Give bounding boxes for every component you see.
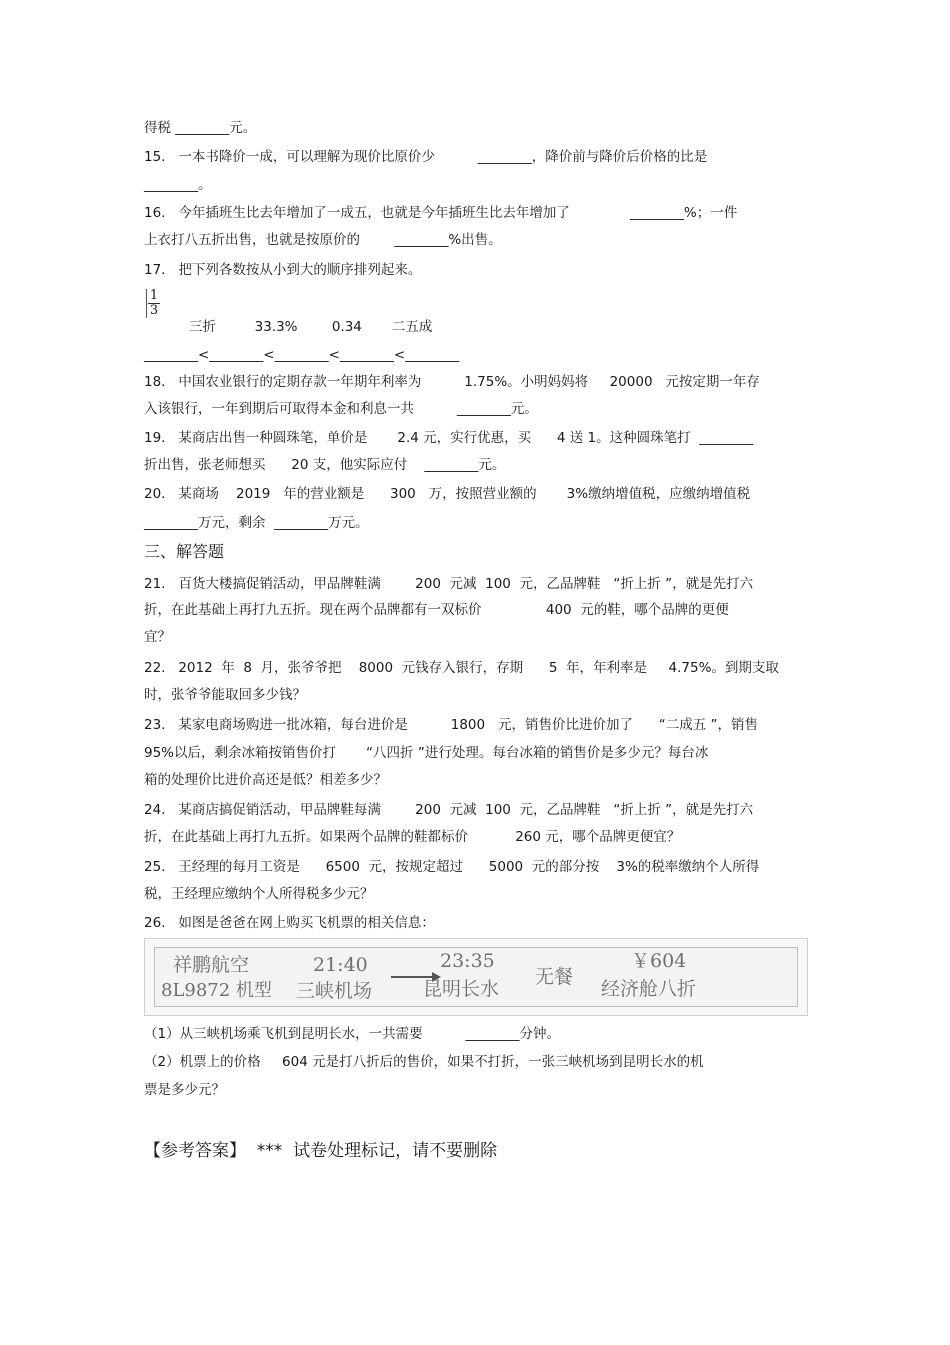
ticket-arrive-airport: 昆明长水 <box>423 978 500 1000</box>
ticket-airline: 祥鹏航空 <box>173 954 250 976</box>
question-23-line-2: 95%以后，剩余冰箱按销售价打 “八四折 ”进行处理。每台冰箱的销售价是多少元？每台冰 <box>144 745 709 761</box>
ticket-depart-time: 21:40 <box>313 954 368 976</box>
question-16-line-2: 上衣打八五折出售，也就是按原价的 ________%出售。 <box>144 232 502 248</box>
reference-answer-heading: 【参考答案】 *** 试卷处理标记，请不要删除 <box>144 1141 498 1161</box>
question-22-line-1: 22. 2012 年 8 月，张爷爷把 8000 元钱存入银行，存期 5 年，年利率是 4.75%。到期支取 <box>144 660 779 676</box>
fraction-one-third <box>146 289 160 318</box>
question-21-line-2: 折，在此基础上再打九五折。现在两个品牌都有一双标价 400 元的鞋，哪个品牌的更便 <box>144 602 729 618</box>
question-20-line-2: ________万元，剩余 ________万元。 <box>144 515 369 531</box>
ticket-flight-number: 8L9872 机型 <box>161 980 272 1001</box>
question-20-line-1: 20. 某商场 2019 年的营业额是 300 万，按照营业额的 3%缴纳增值税，应缴纳增值税 <box>144 486 751 502</box>
flight-ticket-panel <box>154 947 798 1007</box>
question-22-line-2: 时，张爷爷能取回多少钱？ <box>144 687 306 703</box>
question-19-line-2: 折出售，张老师想买 20 支，他实际应付 ________元。 <box>144 457 506 473</box>
question-16-line-1: 16. 今年插班生比去年增加了一成五，也就是今年插班生比去年增加了 ________%；一件 <box>144 205 738 221</box>
question-25-line-2: 税，王经理应缴纳个人所得税多少元？ <box>144 886 374 902</box>
question-15-line-1: 15. 一本书降价一成，可以理解为现价比原价少 ________，降价前与降价后价格的比是 <box>144 149 708 165</box>
question-26-part-2-line-1: （2）机票上的价格 604 元是打八折后的售价，如果不打折，一张三峡机场到昆明长水的机 <box>144 1054 704 1070</box>
fraction-numerator: 1 <box>149 288 159 303</box>
question-17-items: 三折 33.3% 0.34 二五成 <box>189 319 433 335</box>
question-18-line-1: 18. 中国农业银行的定期存款一年期年利率为 1.75%。小明妈妈将 20000 元按定期一年存 <box>144 374 760 390</box>
fraction-denominator: 3 <box>149 303 159 318</box>
question-23-line-1: 23. 某家电商场购进一批冰箱，每台进价是 1800 元，销售价比进价加了 “二成五 ”，销售 <box>144 717 759 733</box>
flight-ticket-image <box>144 938 808 1016</box>
question-17-prompt: 17. 把下列各数按从小到大的顺序排列起来。 <box>144 262 422 278</box>
question-26-part-2-line-2: 票是多少元？ <box>144 1082 225 1098</box>
ticket-arrive-time: 23:35 <box>440 950 495 972</box>
question-24-line-2: 折，在此基础上再打九五折。如果两个品牌的鞋都标价 260 元，哪个品牌更便宜？ <box>144 829 681 845</box>
question-23-line-3: 箱的处理价比进价高还是低？相差多少？ <box>144 772 387 788</box>
ticket-cabin: 经济舱八折 <box>601 978 697 1000</box>
question-17-blanks: ________<________<________<________<________ <box>144 347 460 363</box>
question-18-line-2: 入该银行，一年到期后可取得本金和利息一共 ________元。 <box>144 401 538 417</box>
ticket-depart-airport: 三峡机场 <box>296 980 373 1002</box>
ticket-price: ￥604 <box>631 950 687 972</box>
question-15-line-2: ________。 <box>144 177 212 193</box>
section-heading-3: 三、解答题 <box>144 542 225 561</box>
question-21-line-3: 宜？ <box>144 629 171 645</box>
question-24-line-1: 24. 某商店搞促销活动，甲品牌鞋每满 200 元减 100 元，乙品牌鞋 “折上折 ”，就是先打六 <box>144 802 754 818</box>
line-l1: 得税 ________元。 <box>144 120 257 136</box>
question-21-line-1: 21. 百货大楼搞促销活动，甲品牌鞋满 200 元减 100 元，乙品牌鞋 “折上折 ”，就是先打六 <box>144 576 754 592</box>
question-19-line-1: 19. 某商店出售一种圆珠笔，单价是 2.4 元，实行优惠，买 4 送 1。这种圆珠笔打 ________ <box>144 430 754 446</box>
ticket-meal: 无餐 <box>535 966 574 988</box>
question-25-line-1: 25. 王经理的每月工资是 6500 元，按规定超过 5000 元的部分按 3%的税率缴纳个人所得 <box>144 859 760 875</box>
question-26-part-1: （1）从三峡机场乘飞机到昆明长水，一共需要 ________分钟。 <box>144 1026 561 1042</box>
question-26-prompt: 26. 如图是爸爸在网上购买飞机票的相关信息： <box>144 915 435 931</box>
